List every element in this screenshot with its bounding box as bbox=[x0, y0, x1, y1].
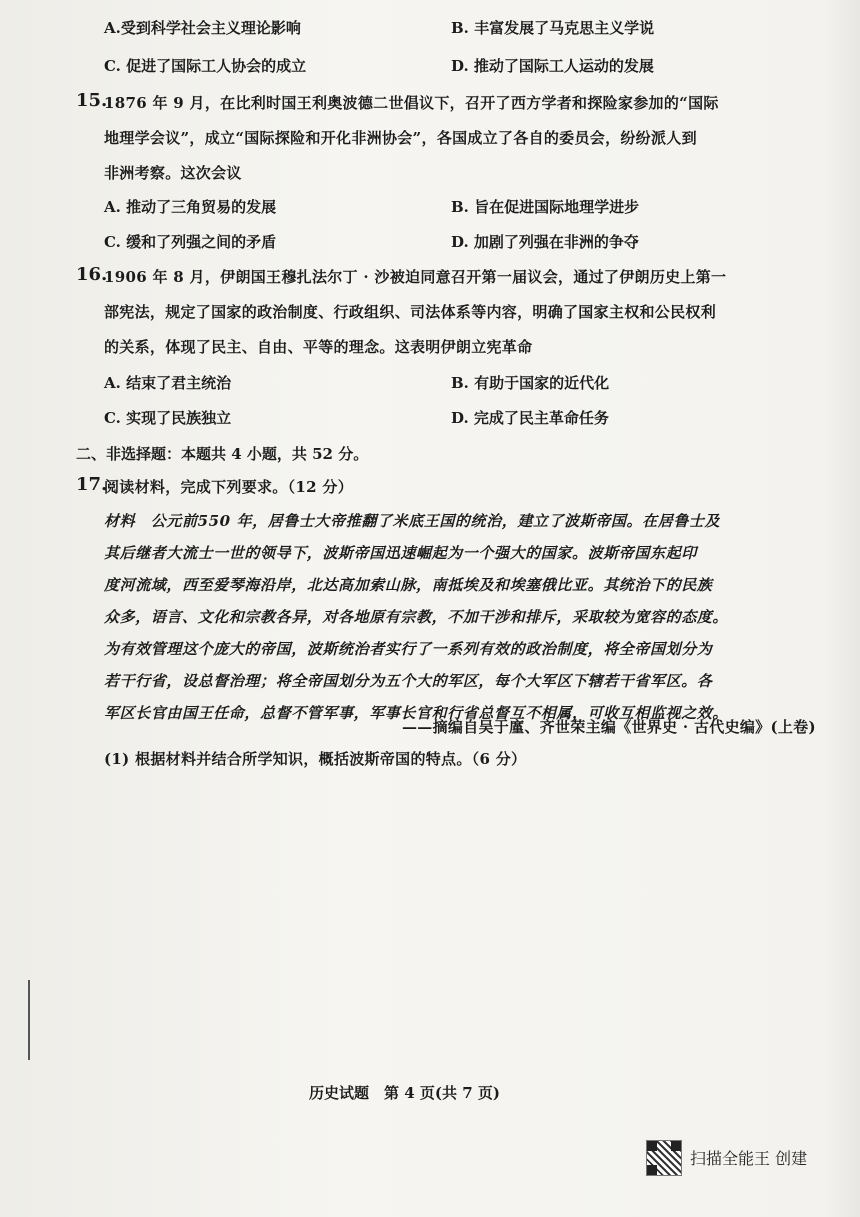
q17-material-source: ——摘编自吴于廑、齐世荣主编《世界史 · 古代史编》(上卷) bbox=[402, 718, 816, 736]
q16-option-b: B. 有助于国家的近代化 bbox=[451, 374, 610, 392]
q15-option-d: D. 加剧了列强在非洲的争夺 bbox=[451, 233, 639, 251]
q15-stem-line-3: 非洲考察。这次会议 bbox=[104, 164, 242, 182]
q15-stem-line-2: 地理学会议”，成立“国际探险和开化非洲协会”，各国成立了各自的委员会，纷纷派人到 bbox=[104, 129, 697, 147]
q17-material-line: 为有效管理这个庞大的帝国，波斯统治者实行了一系列有效的政治制度，将全帝国划分为 bbox=[104, 640, 713, 658]
q17-prompt: 阅读材料，完成下列要求。（12 分） bbox=[104, 478, 353, 496]
watermark-text: 扫描全能王 创建 bbox=[690, 1149, 808, 1168]
q17-material-line: 材料 公元前550 年，居鲁士大帝推翻了米底王国的统治，建立了波斯帝国。在居鲁士及 bbox=[104, 512, 721, 530]
q16-option-c: C. 实现了民族独立 bbox=[104, 409, 232, 427]
q14-option-a: A.受到科学社会主义理论影响 bbox=[104, 19, 301, 37]
q17-subquestion-1: (1) 根据材料并结合所学知识，概括波斯帝国的特点。（6 分） bbox=[104, 750, 527, 768]
q17-material-line: 军区长官由国王任命，总督不管军事，军事长官和行省总督互不相属，可收互相监视之效。 bbox=[104, 704, 729, 722]
q15-number: 15. bbox=[76, 90, 108, 111]
q16-stem-line-2: 部宪法，规定了国家的政治制度、行政组织、司法体系等内容，明确了国家主权和公民权利 bbox=[104, 303, 717, 321]
q16-stem-line-3: 的关系，体现了民主、自由、平等的理念。这表明伊朗立宪革命 bbox=[104, 338, 533, 356]
q16-option-d: D. 完成了民主革命任务 bbox=[451, 409, 609, 427]
q16-option-a: A. 结束了君主统治 bbox=[104, 374, 232, 392]
section-2-heading: 二、非选择题：本题共 4 小题，共 52 分。 bbox=[76, 445, 369, 463]
q17-material-line: 众多，语言、文化和宗教各异，对各地原有宗教，不加干涉和排斥，采取较为宽容的态度。 bbox=[104, 608, 729, 626]
q17-material-line: 度河流域，西至爱琴海沿岸，北达高加索山脉，南抵埃及和埃塞俄比亚。其统治下的民族 bbox=[104, 576, 713, 594]
q14-option-c: C. 促进了国际工人协会的成立 bbox=[104, 57, 307, 75]
margin-line bbox=[28, 980, 30, 1060]
q16-number: 16. bbox=[76, 264, 108, 285]
q15-option-a: A. 推动了三角贸易的发展 bbox=[104, 198, 277, 216]
q17-material-line: 其后继者大流士一世的领导下，波斯帝国迅速崛起为一个强大的国家。波斯帝国东起印 bbox=[104, 544, 697, 562]
scanner-watermark bbox=[646, 1138, 846, 1178]
q15-stem-line-1: 1876 年 9 月，在比利时国王利奥波德二世倡议下，召开了西方学者和探险家参加的“国际 bbox=[104, 94, 719, 112]
page-edge-shadow bbox=[824, 0, 860, 1217]
q14-option-b: B. 丰富发展了马克思主义学说 bbox=[451, 19, 655, 37]
q14-option-d: D. 推动了国际工人运动的发展 bbox=[451, 57, 654, 75]
q17-number: 17. bbox=[76, 474, 108, 495]
q15-option-c: C. 缓和了列强之间的矛盾 bbox=[104, 233, 277, 251]
qr-code-icon bbox=[646, 1140, 682, 1176]
q16-stem-line-1: 1906 年 8 月，伊朗国王穆扎法尔丁 · 沙被迫同意召开第一届议会，通过了伊朗历史上第一 bbox=[104, 268, 727, 286]
q17-material-line: 若干行省，设总督治理；将全帝国划分为五个大的军区，每个大军区下辖若干省军区。各 bbox=[104, 672, 713, 690]
page-footer: 历史试题 第 4 页(共 7 页) bbox=[309, 1084, 500, 1102]
q15-option-b: B. 旨在促进国际地理学进步 bbox=[451, 198, 640, 216]
